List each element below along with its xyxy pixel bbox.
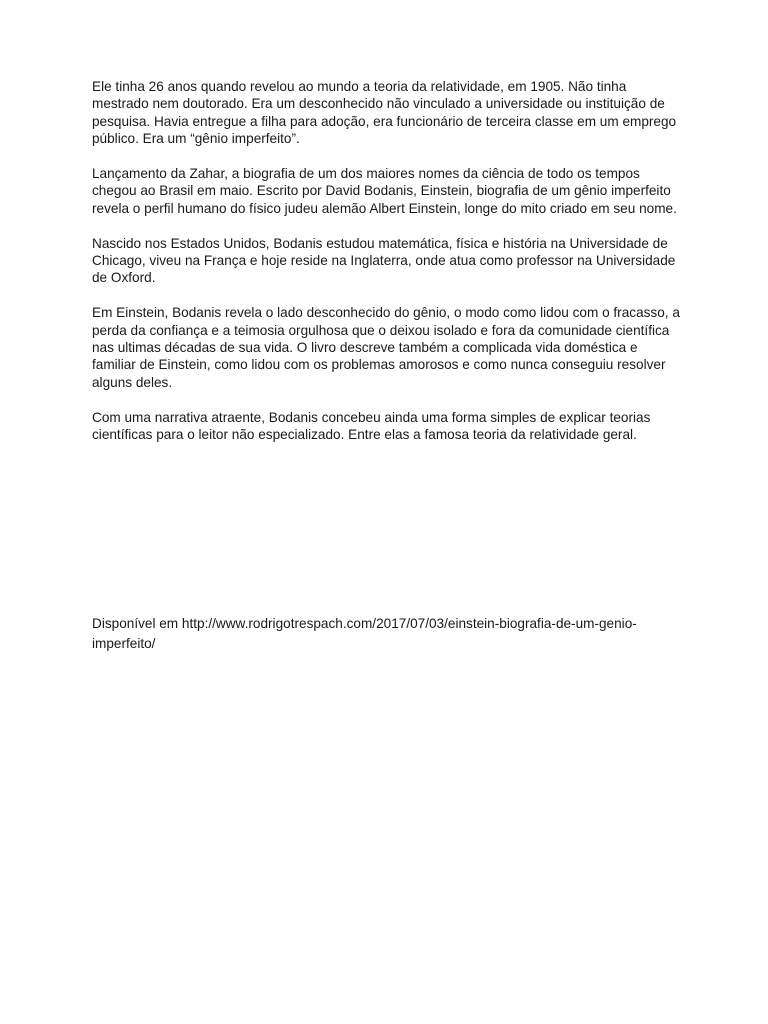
source-citation: Disponível em http://www.rodrigotrespach.com/2017/07/03/einstein-biografia-de-um-genio-imperfeito/ — [92, 616, 637, 651]
paragraph-5: Com uma narrativa atraente, Bodanis concebeu ainda uma forma simples de explicar teorias científicas para o leitor não especializado. Entre elas a famosa teoria da relatividade geral. — [92, 409, 651, 443]
paragraph-3: Nascido nos Estados Unidos, Bodanis estudou matemática, física e história na Universidade de Chicago, viveu na França e hoje reside na Inglaterra, onde atua como professor na Universidade de Oxford. — [92, 235, 676, 286]
document-body — [92, 78, 682, 461]
paragraph-1: Ele tinha 26 anos quando revelou ao mundo a teoria da relatividade, em 1905. Não tinha mestrado nem doutorado. Era um desconhecido não vinculado a universidade ou instituição de pesquisa. Havia entregue a filha para adoção, era funcionário de terceira classe em um emprego público. Era um “gênio imperfeito”. — [92, 79, 677, 147]
paragraph-2: Lançamento da Zahar, a biografia de um dos maiores nomes da ciência de todo os tempos chegou ao Brasil em maio. Escrito por David Bodanis, Einstein, biografia de um gênio imperfeito revela o perfil humano do físico judeu alemão Albert Einstein, longe do mito criado em seu nome. — [92, 166, 677, 216]
paragraph-4: Em Einstein, Bodanis revela o lado desconhecido do gênio, o modo como lidou com o fracasso, a perda da confiança e a teimosia orgulhosa que o deixou isolado e fora da comunidade científica nas ultimas décadas de sua vida. O livro descreve também a complicada vida doméstica e familiar de Einstein, como lidou com os problemas amorosos e como nunca conseguiu resolver alguns deles. — [92, 305, 680, 390]
